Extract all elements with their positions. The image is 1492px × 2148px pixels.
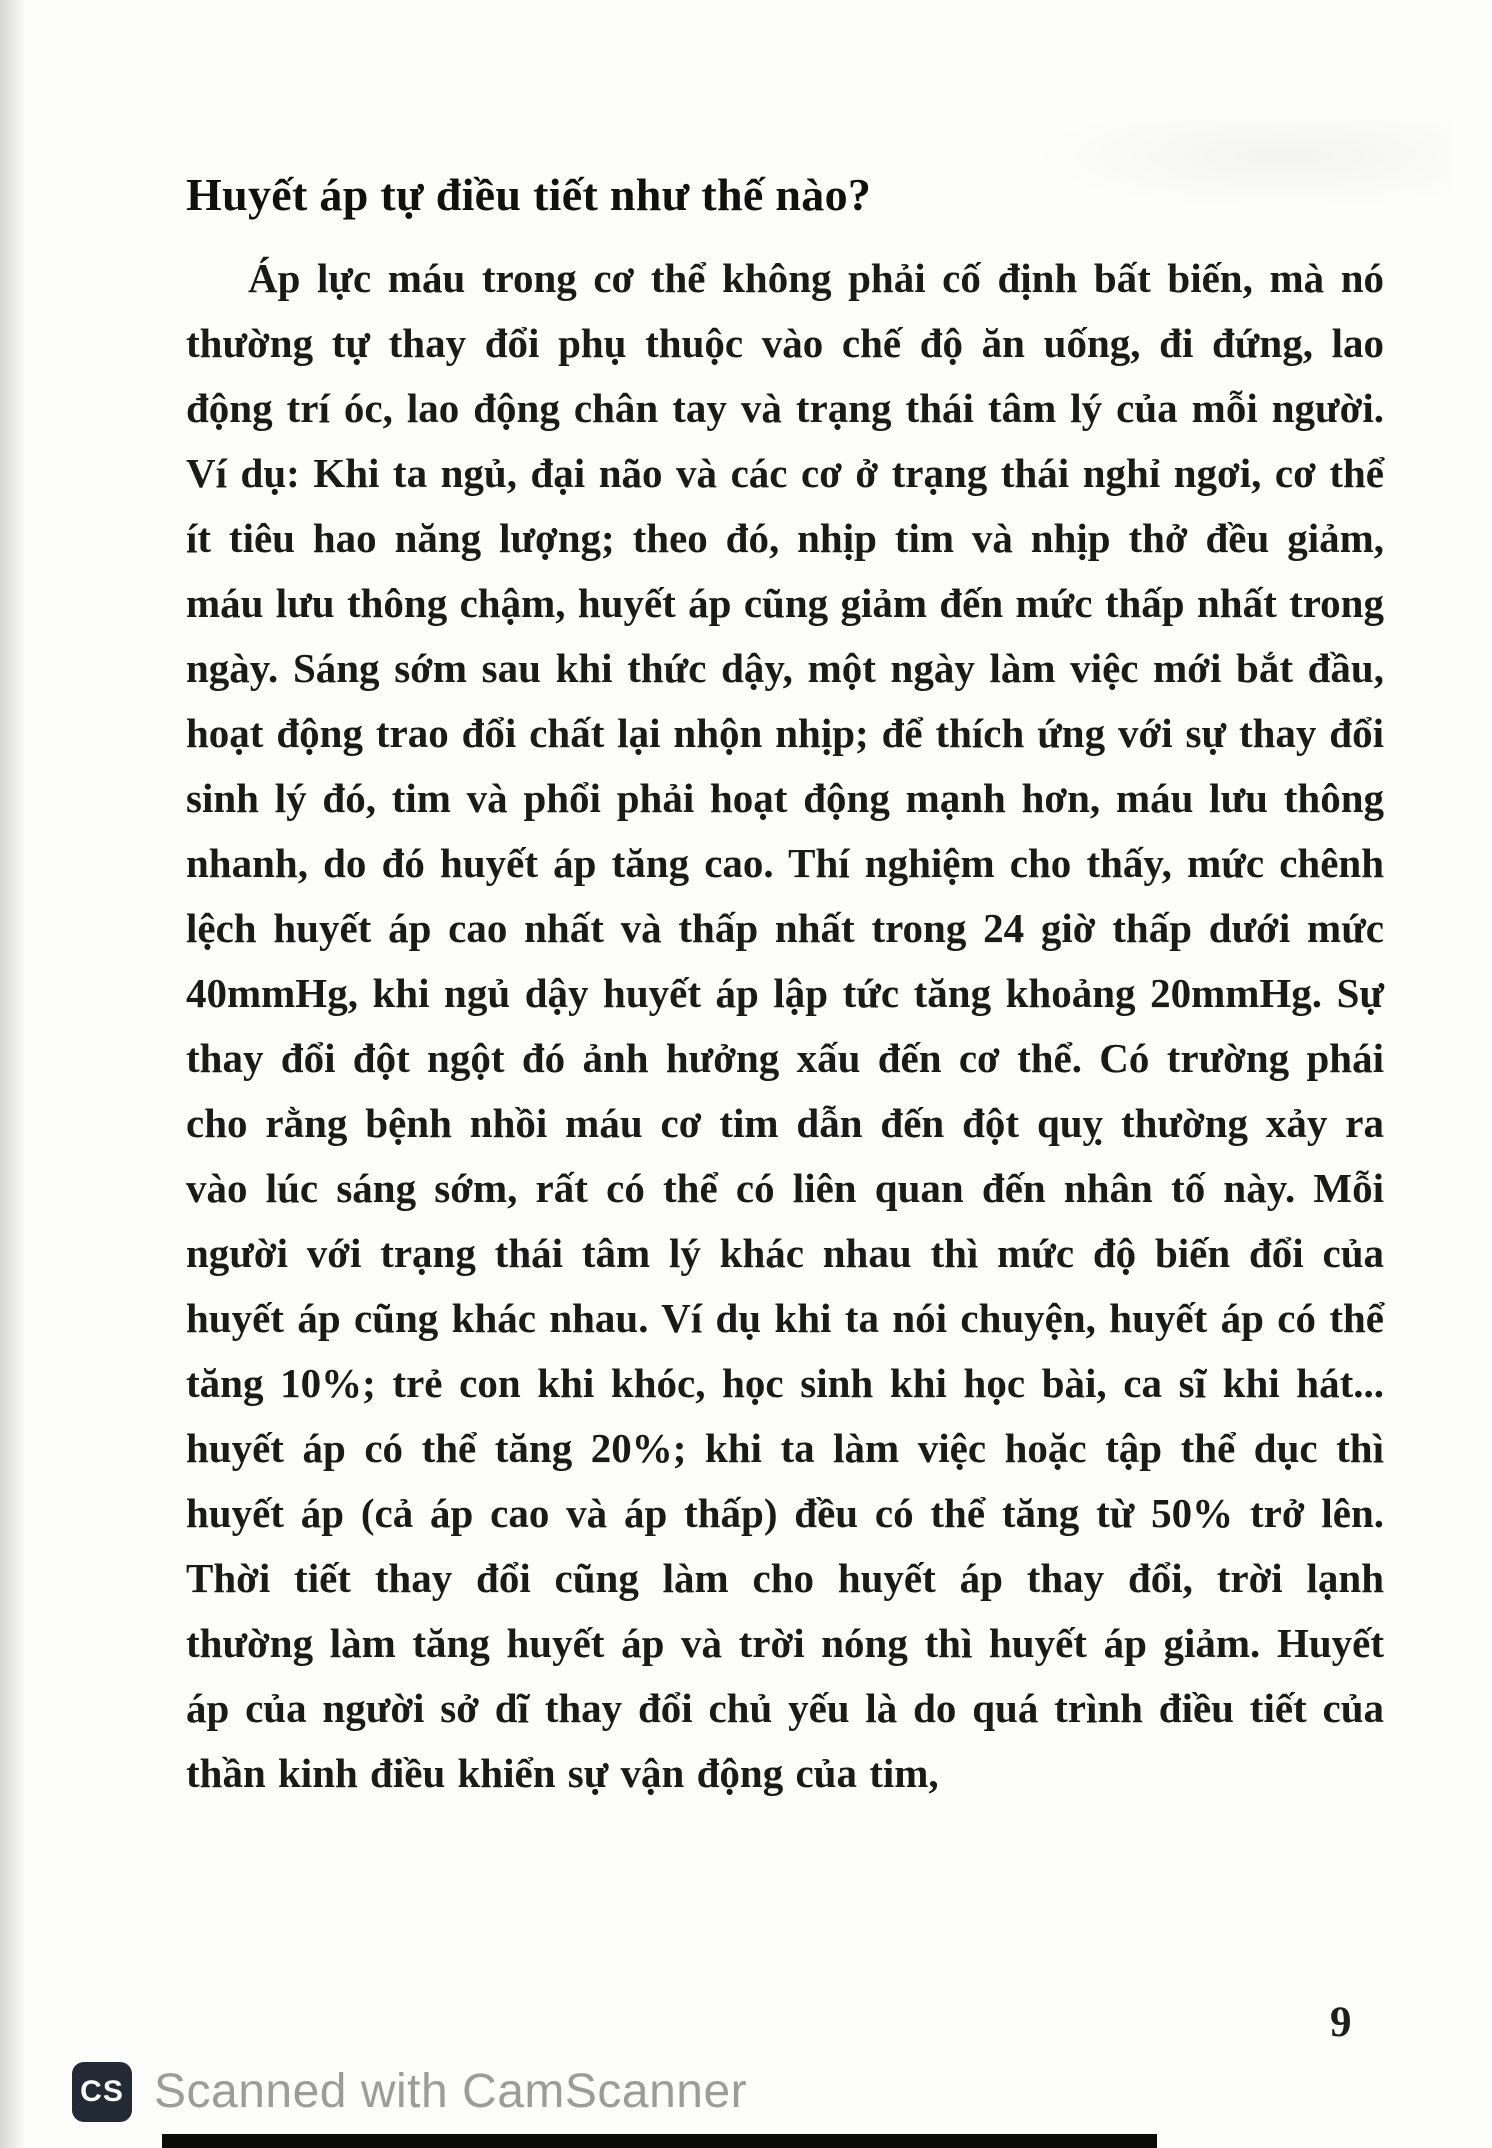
camscanner-footer (0, 2050, 1492, 2134)
body-paragraph: Áp lực máu trong cơ thể không phải cố định bất biến, mà nó thường tự thay đổi phụ thuộc vào chế độ ăn uống, đi đứng, lao động trí óc, lao động chân tay và trạng thái tâm lý của mỗi người. Ví dụ: Khi ta ngủ, đại não và các cơ ở trạng thái nghỉ ngơi, cơ thể ít tiêu hao năng lượng; theo đó, nhịp tim và nhịp thở đều giảm, máu lưu thông chậm, huyết áp cũng giảm đến mức thấp nhất trong ngày. Sáng sớm sau khi thức dậy, một ngày làm việc mới bắt đầu, hoạt động trao đổi chất lại nhộn nhịp; để thích ứng với sự thay đổi sinh lý đó, tim và phổi phải hoạt động mạnh hơn, máu lưu thông nhanh, do đó huyết áp tăng cao. Thí nghiệm cho thấy, mức chênh lệch huyết áp cao nhất và thấp nhất trong 24 giờ thấp dưới mức 40mmHg, khi ngủ dậy huyết áp lập tức tăng khoảng 20mmHg. Sự thay đổi đột ngột đó ảnh hưởng xấu đến cơ thể. Có trường phái cho rằng bệnh nhồi máu cơ tim dẫn đến đột quỵ thường xảy ra vào lúc sáng sớm, rất có thể có liên quan đến nhân tố này. Mỗi người với trạng thái tâm lý khác nhau thì mức độ biến đổi của huyết áp cũng khác nhau. Ví dụ khi ta nói chuyện, huyết áp có thể tăng 10%; trẻ con khi khóc, học sinh khi học bài, ca sĩ khi hát... huyết áp có thể tăng 20%; khi ta làm việc hoặc tập thể dục thì huyết áp (cả áp cao và áp thấp) đều có thể tăng từ 50% trở lên. Thời tiết thay đổi cũng làm cho huyết áp thay đổi, trời lạnh thường làm tăng huyết áp và trời nóng thì huyết áp giảm. Huyết áp của người sở dĩ thay đổi chủ yếu là do quá trình điều tiết của thần kinh điều khiển sự vận động của tim, (186, 255, 1384, 1796)
scan-noise-artifact (1032, 120, 1452, 210)
camscanner-watermark-text: Scanned with CamScanner (154, 2065, 748, 2118)
scan-edge-shadow (0, 0, 26, 2148)
camscanner-logo-icon (72, 2062, 132, 2122)
camscanner-logo-text: CS (80, 2075, 124, 2108)
page-number: 9 (1330, 1999, 1352, 2046)
scan-bottom-bar (162, 2134, 1157, 2148)
page-title: Huyết áp tự điều tiết như thế nào? (186, 169, 872, 220)
